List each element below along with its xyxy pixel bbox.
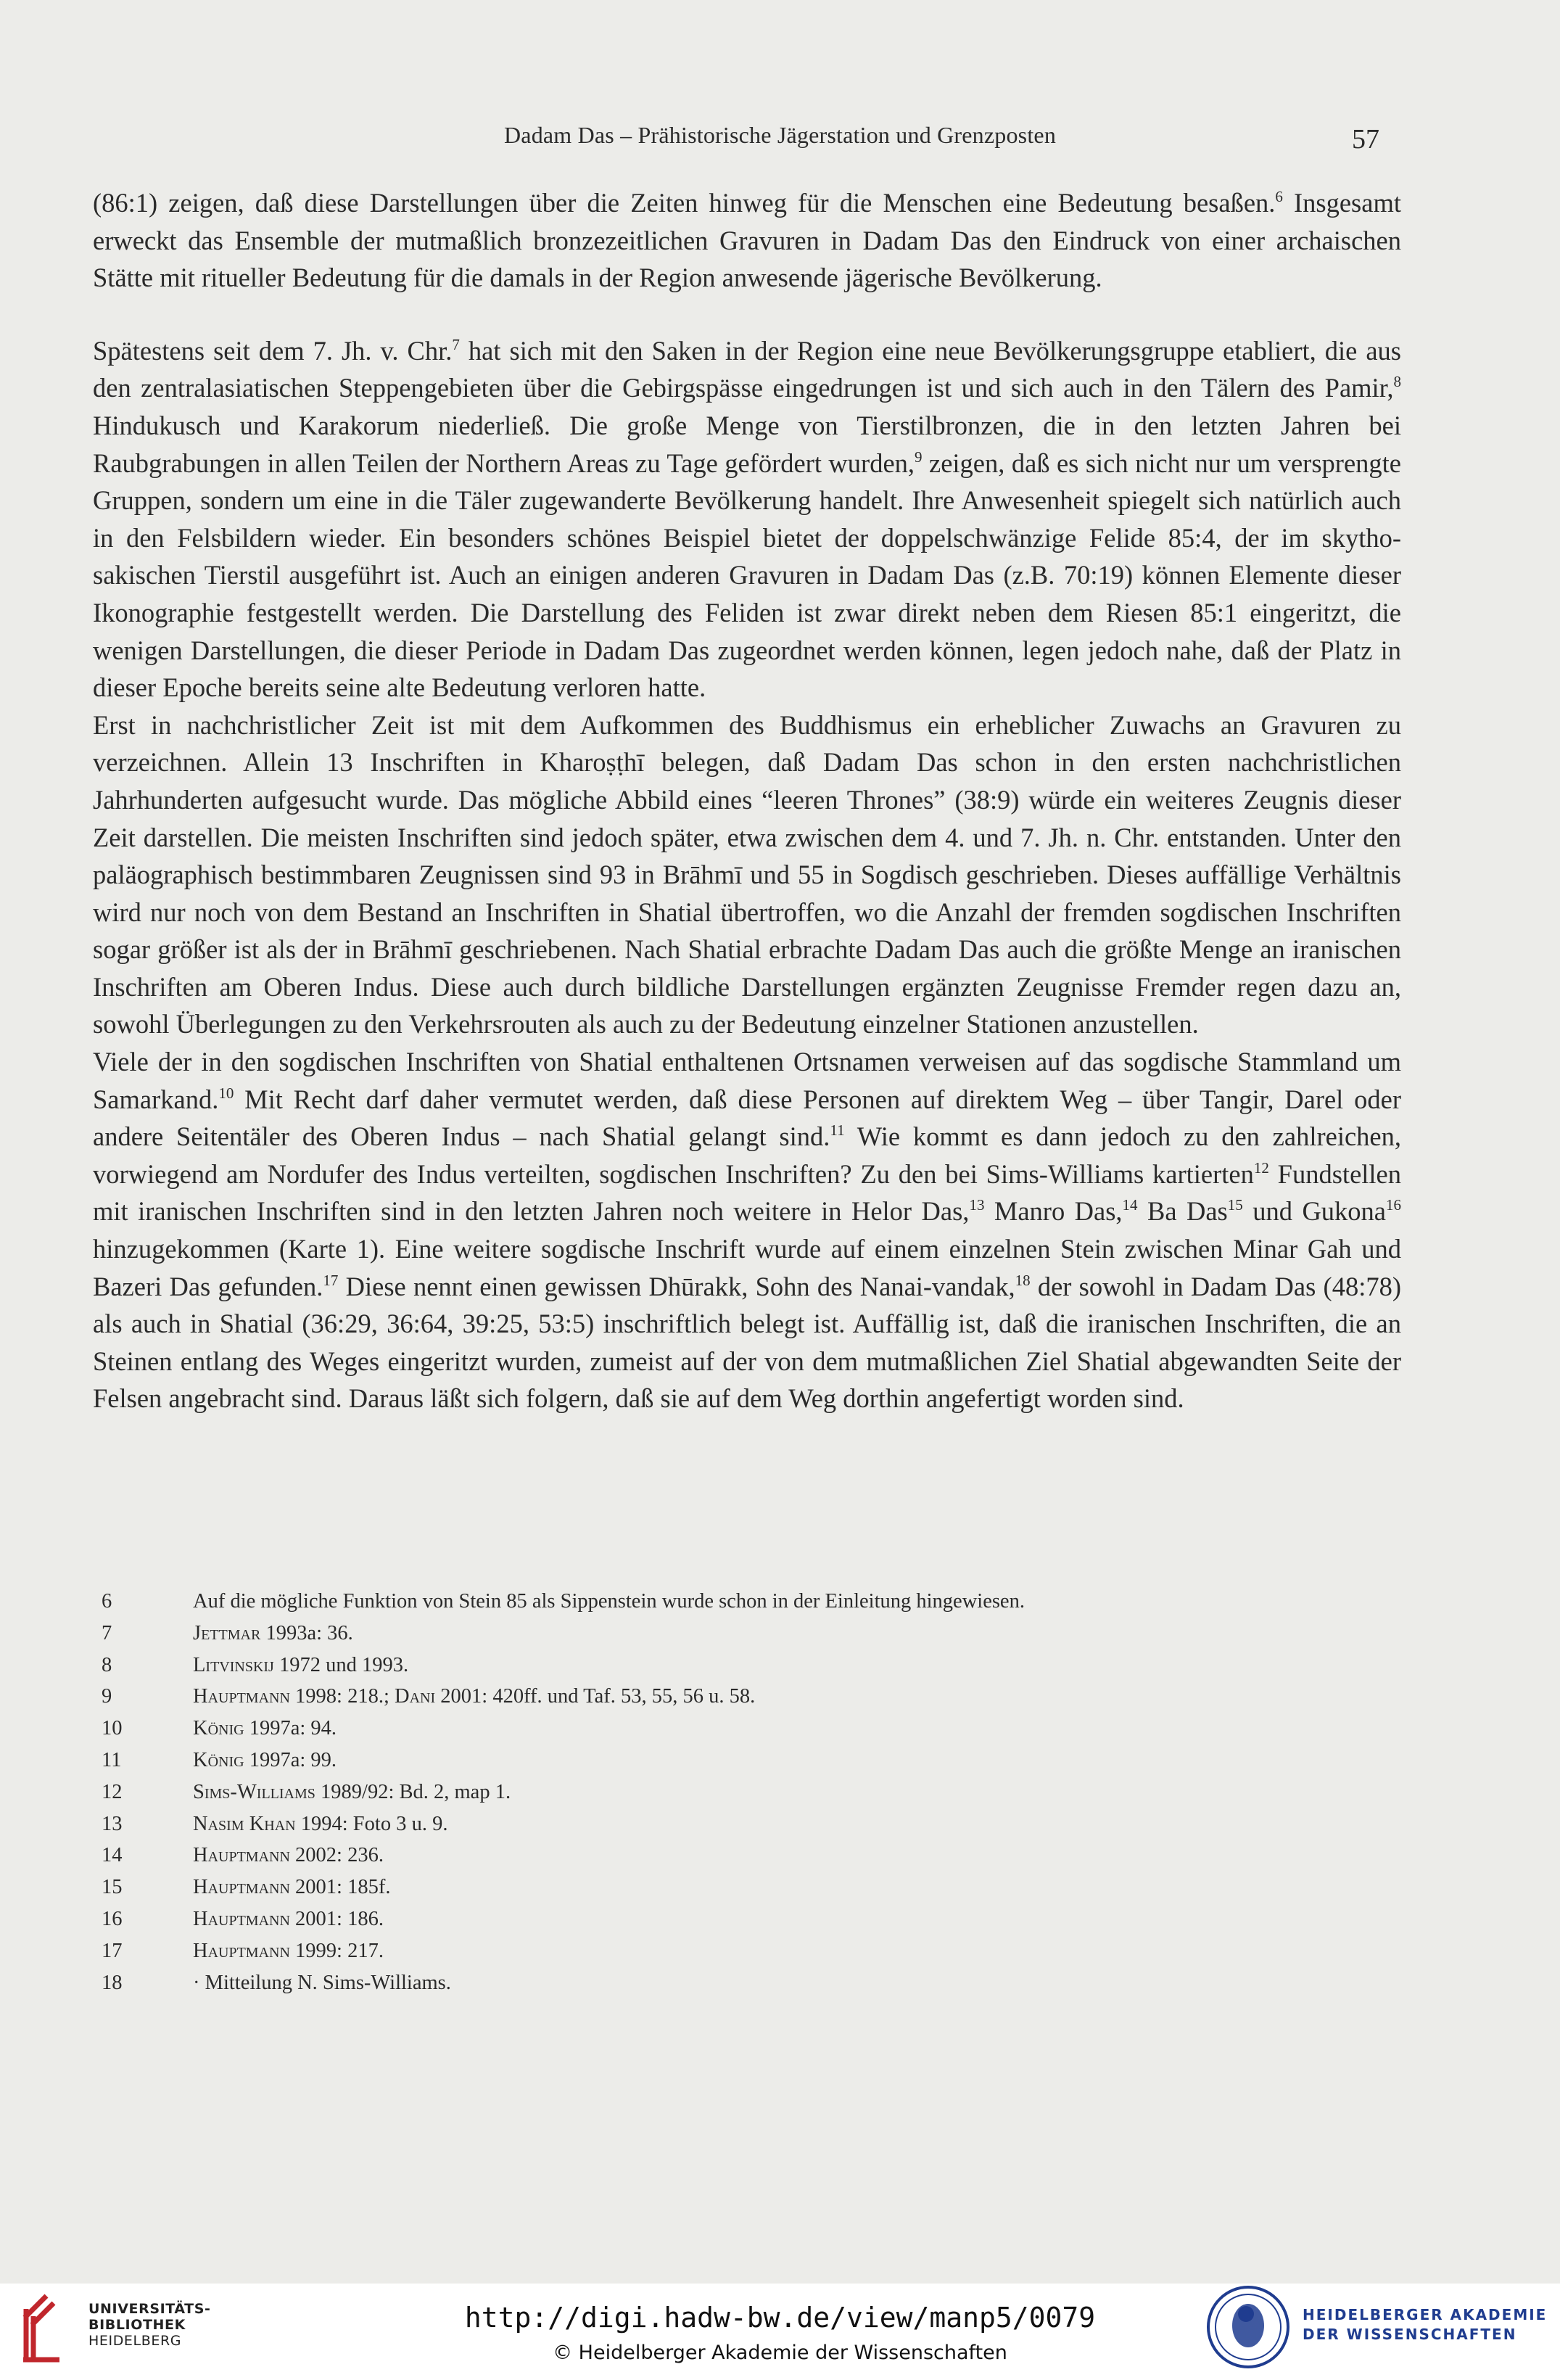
footnote: [102, 1618, 1407, 1650]
citation-text: 2001: 420ff. und Taf. 53, 55, 56 u. 58.: [435, 1685, 756, 1708]
footnote-marker[interactable]: 8: [1393, 373, 1401, 391]
footnote-text: [193, 1872, 1407, 1903]
footnote-number: 6: [102, 1590, 112, 1613]
citation-text: 1997a: 99.: [244, 1748, 337, 1771]
footnote-number: 16: [102, 1907, 123, 1930]
footnote-marker[interactable]: 16: [1386, 1196, 1402, 1214]
paragraph: [93, 184, 1401, 297]
footnote-text: [193, 1967, 1407, 1999]
text-run: Mit Recht darf daher vermutet werden, daß diese Personen auf direktem Weg – über Tangir, Darel oder andere Seitentäler des Oberen Indus – nach Shatial gelangt sind.: [93, 1084, 1401, 1152]
running-title: Dadam Das – Prähistorische Jägerstation und Grenzposten: [503, 122, 1057, 148]
footnote-text: [193, 1713, 1407, 1745]
footnote: [102, 1935, 1407, 1967]
text-run: Ba Das: [1137, 1196, 1228, 1227]
footnote: [102, 1840, 1407, 1872]
text-run: Wie kommt es dann jedoch zu den zahlreichen, vorwiegend am Nordufer des Indus verteilten, sogdischen Inschriften? Zu den bei Sims-Williams kartierten: [93, 1121, 1401, 1189]
text-run: Diese nennt einen gewissen Dhūrakk, Sohn des Nanai-vandak,: [338, 1271, 1015, 1301]
paragraph: [93, 1043, 1401, 1417]
text-run: der sowohl in Dadam Das (48:78) als auch in Shatial (36:29, 36:64, 39:25, 53:5) inschriftlich belegt ist. Auffällig ist, daß die iranischen Inschriften, die an Steinen entlang des Weges eingeritzt wurden, zumeist auf der von dem mutmaßlichen Ziel Shatial abgewandten Seite der Felsen angebracht sind. Daraus läßt sich folgern, daß sie auf dem Weg dorthin angefertigt worden sind.: [93, 1271, 1401, 1414]
footnote-number: 9: [102, 1685, 112, 1708]
author-name: Hauptmann: [193, 1844, 290, 1867]
citation-text: 1989/92: Bd. 2, map 1.: [315, 1780, 511, 1803]
footnote: [102, 1872, 1407, 1903]
footnote-text: [193, 1650, 1407, 1681]
footnote-marker[interactable]: 15: [1227, 1196, 1243, 1214]
library-name[interactable]: UNIVERSITÄTS- BIBLIOTHEK HEIDELBERG: [88, 2301, 211, 2349]
paragraph: [93, 332, 1401, 707]
footnote-marker[interactable]: 10: [218, 1084, 234, 1102]
text-run: Fundstellen mit iranischen Inschriften sind in den letzten Jahren noch weitere in Helor Das,: [93, 1158, 1402, 1227]
author-name: Hauptmann: [193, 1907, 290, 1930]
footnote: [102, 1776, 1407, 1808]
author-name: Nasim Khan: [193, 1812, 296, 1835]
author-name: Hauptmann: [193, 1876, 290, 1899]
author-name: König: [193, 1748, 244, 1771]
text-run: (86:1) zeigen, daß diese Darstellungen über die Zeiten hinweg für die Menschen eine Bedeutung besaßen.: [93, 188, 1276, 218]
footnote-number: 8: [102, 1653, 112, 1676]
author-name: Dani: [395, 1685, 436, 1708]
footnote: [102, 1586, 1407, 1618]
author-name: Hauptmann: [193, 1685, 290, 1708]
text-run: Erst in nachchristlicher Zeit ist mit dem Aufkommen des Buddhismus ein erheblicher Zuwachs an Gravuren zu verzeichnen. Allein 13 Inschriften in Kharoṣṭhī belegen, daß Dadam Das schon in den ersten nachchristlichen Jahrhunderten aufgesucht wurde. Das mögliche Abbild eines “leeren Thrones” (38:9) würde ein weiteres Zeugnis dieser Zeit darstellen. Die meisten Inschriften sind jedoch später, etwa zwischen dem 4. und 7. Jh. n. Chr. entstanden. Unter den paläographisch bestimmbaren Zeugnissen sind 93 in Brāhmī und 55 in Sogdisch geschrieben. Dieses auffällige Verhältnis wird nur noch von dem Bestand an Inschriften in Shatial übertroffen, wo die Anzahl der fremden sogdischen Inschriften sogar größer ist als der in Brāhmī geschriebenen. Nach Shatial erbrachte Dadam Das auch die größte Menge an iranischen Inschriften am Oberen Indus. Diese auch durch bildliche Darstellungen ergänzten Zeugnisse Fremder regen dazu an, sowohl Überlegungen zu den Verkehrsrouten als auch zu der Bedeutung einzelner Stationen anzustellen.: [93, 709, 1401, 1039]
footnote-number: 12: [102, 1780, 123, 1803]
author-name: Sims-Williams: [193, 1780, 315, 1803]
footnote-text: [193, 1586, 1407, 1618]
page-number: 57: [1352, 124, 1379, 155]
footnote-number: 13: [102, 1812, 123, 1835]
footnote-text: [193, 1618, 1407, 1650]
footnote-marker[interactable]: 18: [1015, 1271, 1031, 1289]
text-run: Manro Das,: [984, 1196, 1123, 1227]
citation-text: 1972 und 1993.: [273, 1653, 409, 1676]
citation-text: 1993a: 36.: [260, 1621, 353, 1644]
paragraph: [93, 707, 1401, 1043]
citation-text: · Mitteilung N. Sims-Williams.: [193, 1971, 451, 1994]
citation-text: 2001: 186.: [289, 1907, 384, 1930]
author-name: Jettmar: [193, 1621, 261, 1644]
footnote-number: 17: [102, 1939, 123, 1962]
academy-name[interactable]: HEIDELBERGER AKADEMIE DER WISSENSCHAFTEN: [1303, 2306, 1548, 2343]
footnote-marker[interactable]: 12: [1253, 1158, 1269, 1177]
citation-text: 1998: 218.;: [289, 1685, 395, 1708]
citation-text: Auf die mögliche Funktion von Stein 85 als Sippenstein wurde schon in der Einleitung hingewiesen.: [193, 1590, 1025, 1613]
text-run: Insgesamt erweckt das Ensemble der mutmaßlich bronzezeitlichen Gravuren in Dadam Das den Eindruck von einer archaischen Stätte mit ritueller Bedeutung für die damals in der Region anwesende jägerische Bevölkerung.: [93, 188, 1401, 293]
citation-text: 1994: Foto 3 u. 9.: [295, 1812, 448, 1835]
hadw-seal-icon[interactable]: [1206, 2285, 1290, 2369]
footnote-marker[interactable]: 11: [830, 1121, 845, 1140]
footnote-marker[interactable]: 17: [323, 1271, 339, 1289]
footnote-text: [193, 1681, 1407, 1713]
copyright-notice: © Heidelberger Akademie der Wissenschaften: [553, 2342, 1007, 2364]
footnote-text: [193, 1808, 1407, 1840]
footnote: [102, 1808, 1407, 1840]
footnote-number: 15: [102, 1876, 123, 1899]
text-run: und Gukona: [1242, 1196, 1387, 1227]
footnote-text: [193, 1903, 1407, 1935]
footnote-marker[interactable]: 6: [1275, 188, 1283, 205]
footnote-marker[interactable]: 13: [969, 1196, 985, 1214]
footnote-text: [193, 1840, 1407, 1872]
footnote-marker[interactable]: 7: [452, 335, 460, 353]
document-url[interactable]: http://digi.hadw-bw.de/view/manp5/0079: [464, 2302, 1096, 2334]
author-name: König: [193, 1717, 244, 1740]
footnote: [102, 1967, 1407, 1999]
text-run: Spätestens seit dem 7. Jh. v. Chr.: [93, 335, 453, 366]
footnote: [102, 1681, 1407, 1713]
footnote-text: [193, 1745, 1407, 1776]
footnote-number: 18: [102, 1971, 123, 1994]
author-name: Litvinskij: [193, 1653, 274, 1676]
footnote-number: 7: [102, 1621, 112, 1644]
author-name: Hauptmann: [193, 1939, 290, 1962]
citation-text: 2001: 185f.: [289, 1876, 391, 1899]
footnote-text: [193, 1935, 1407, 1967]
footnote-number: 14: [102, 1844, 123, 1867]
footnote-text: [193, 1776, 1407, 1808]
text-run: Hindukusch und Karakorum niederließ. Die große Menge von Tierstilbronzen, die in den letzten Jahren bei Raubgrabungen in allen Teilen der Northern Areas zu Tage gefördert wurden,: [93, 410, 1401, 478]
text-run: hinzugekommen (Karte 1). Eine weitere sogdische Inschrift wurde auf einem einzelnen Stein zwischen Minar Gah und Bazeri Das gefunden.: [93, 1234, 1401, 1301]
footnote: [102, 1903, 1407, 1935]
footnote: [102, 1745, 1407, 1776]
footnote-marker[interactable]: 9: [915, 448, 923, 466]
body-text: [93, 184, 1401, 1417]
footnote: [102, 1713, 1407, 1745]
footnote-number: 11: [102, 1748, 122, 1771]
citation-text: 1999: 217.: [289, 1939, 384, 1962]
citation-text: 1997a: 94.: [244, 1717, 337, 1740]
citation-text: 2002: 236.: [289, 1844, 384, 1867]
text-run: hat sich mit den Saken in der Region eine neue Bevölkerungsgruppe etabliert, die aus den zentralasiatischen Steppengebieten über die Gebirgspässe eingedrungen ist und sich auch in den Tälern des Pamir,: [93, 335, 1401, 403]
footnote-marker[interactable]: 14: [1122, 1196, 1138, 1214]
text-run: Viele der in den sogdischen Inschriften von Shatial enthaltenen Ortsnamen verweisen auf das sogdische Stammland um Samarkand.: [93, 1047, 1401, 1114]
footnote-number: 10: [102, 1717, 123, 1740]
footnote: [102, 1650, 1407, 1681]
footnotes: [102, 1586, 1407, 1998]
text-run: zeigen, daß es sich nicht nur um versprengte Gruppen, sondern um eine in die Täler zugewanderte Bevölkerung handelt. Ihre Anwesenheit spiegelt sich natürlich auch in den Felsbildern wieder. Ein besonders schönes Beispiel bietet der doppelschwänzige Felide 85:4, der im skytho-sakischen Tierstil ausgeführt ist. Auch an einigen anderen Gravuren in Dadam Das (z.B. 70:19) können Elemente dieser Ikonographie festgestellt werden. Die Darstellung des Feliden ist zwar direkt neben dem Riesen 85:1 eingeritzt, die wenigen Darstellungen, die dieser Periode in Dadam Das zugeordnet werden können, legen jedoch nahe, daß der Platz in dieser Epoche bereits seine alte Bedeutung verloren hatte.: [93, 448, 1401, 703]
